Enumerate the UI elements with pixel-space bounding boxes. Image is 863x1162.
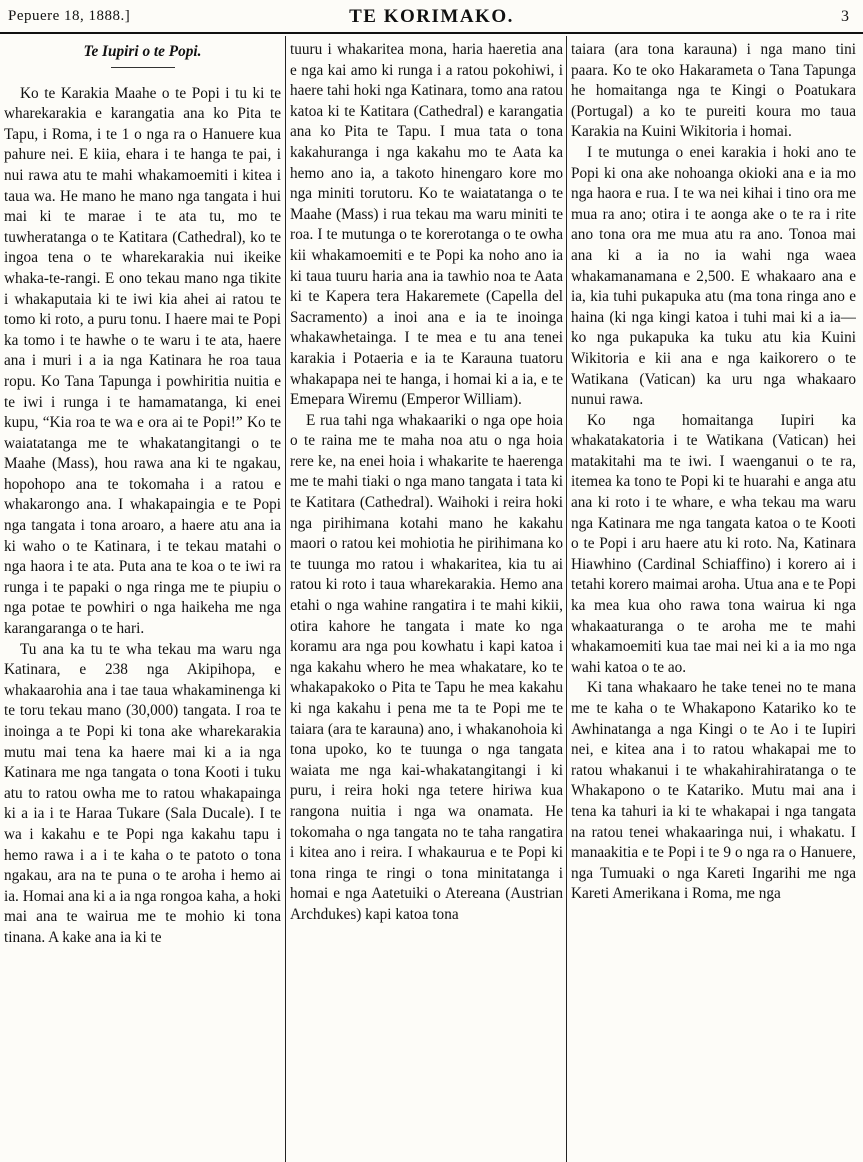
title-rule (111, 67, 175, 68)
paragraph: I te mutunga o enei karakia i hoki ano te Popi ki ona ake nohoanga okioki ana e ia mo nga haora e rua. I te wa nei kihai i tino ora me mua ra ano; otira i te aonga ake o te ra i rite ano tona ora me mua atu ra ano. Tonoa mai ana ki a ia no ia wahi nga waea whakamanamana e 2,500. E whakaaro ana e ia, kia tuhi pukapuka atu (ma tona ringa ano e haina (ki nga kingi katoa i tuhi mai ki a ia—ko nga pukapuka ka tuku atu kia Kuini Wikitoria e kii ana e nga kaikorero o te Watikana (Vatican) ka uru nga whakaaro nunui rawa. (571, 143, 856, 409)
header-rule (0, 32, 863, 34)
column-divider (285, 36, 286, 1162)
issue-date: Pepuere 18, 1888.] (8, 8, 131, 24)
paragraph: Ki tana whakaaro he take tenei no te mana me te kaha o te Whakapono Katariko ko te Awhinatanga a nga Kingi o te Ao i te Iupiri nei, e kitea ana i to ratou whakapai me to ratou whakanui i te whakahirahiratanga o te Whakapono o te Katariko. Mutu mai ana i tena ka tahuri ia ki te whakapai i nga tangata na ratou tenei whakaaringa nui, i whakatu. I manaakitia e te Popi i te 9 o nga ra o Hanuere, nga Tumuaki o nga Kareti Ingarihi me nga Kareti Amerikana i Roma, me nga (571, 679, 856, 903)
column-2 (290, 40, 563, 1162)
paragraph: Tu ana ka tu te wha tekau ma waru nga Katinara, e 238 nga Akipihopa, e whakaarohia ana i tae taua whakaminenga ki te toru tekau mano (30,000) tangata. I roa te inoinga a te Popi ki tona ake wharekarakia mutu mai tena ka haere mai ki a ia nga Katinara me nga tangata o tona Kooti i tuku atu to ratou owha me to ratou whakapainga ki a ia i te Haraa Tukare (Sala Ducale). I te wa i kakahu e te Popi nga kakahu tapu i hemo rawa i a i te kaha o te patoto o tona ngakau, ara na te puna o te aroha i hemo ai ia. Homai ana ki a ia nga rongoa kaha, a hoki mai ana te wairua me te mohio ki tona tinana. A kake ana ia ki te (4, 640, 281, 946)
paragraph: Ko nga homaitanga Iupiri ka whakatakatoria i te Watikana (Vatican) hei matakitahi ma te iwi. I waenganui o te ra, itemea ka tono te Popi ki te huarahi e anga atu ana ki roto i te whare, e wha tekau ma waru nga Katinara me nga tangata katoa o te Kooti o te Popi i aru haere atu ki roto. Na, Katinara Hiawhino (Cardinal Schiaffino) i korero ai i tetahi korero maimai aroha. Utua ana e te Popi ka mea kua oho rawa tona wairua ki nga whakaaturanga o te aroha me te mahi whakamoemiti kua tae mai nei ki a ia mo nga wahi katoa o te ao. (571, 411, 856, 676)
article-title: Te Iupiri o te Popi. (83, 43, 202, 60)
paragraph: Ko te Karakia Maahe o te Popi i tu ki te wharekarakia e karangatia ana ko Pita te Tapu, i Roma, i te 1 o nga ra o Hanuere kua pahure nei. E kiia, ehara i te hanga te pai, i nui rawa atu te mahi whakamoemiti i kitea i taua wa. He mano he mano nga tangata i hui mai ki te marae i te ata tu, mo te tuwheratanga o te Katitara (Cathedral), ko te ingoa tena o te wharekarakia nui ikeike whaka-te-rangi. E ono tekau mano nga tikite i whakaputaia ki te iwi kia ahei ai ratou te tomo ki roto, a puru tonu. I haere mai te Popi ka tomo i te hawhe o te waru i te ata, haere ana i muri i a ia nga Katinara he roa taua ropu. Ko Tana Tapunga i powhiritia nuitia e te iwi i runga i te hamamatanga, ki enei kupu, “Kia roa te wa e ora ai te Popi!” Ko te waiatatanga me te whakatangitangi o te Maahe (Mass), hou rawa ana ki te ngakau, hopohopo ana te tokomaha i a ratou e whakarongo ana. I whakapaingia e te Popi nga tangata i tona aroaro, a haere atu ana ia ki waho o te Katinara, i te tekau matahi o nga haora i te ata. Puta ana te koa o te iwi ra runga i te papaki o nga ringa me te piupiu o nga potae te powhiri o nga haikeha me nga karangaranga o te hari. (4, 84, 281, 638)
column-3 (571, 40, 856, 1162)
column-divider (566, 36, 567, 1162)
page-header (0, 6, 863, 30)
paragraph: taiara (ara tona karauna) i nga mano tini paara. Ko te oko Hakarameta o Tana Tapunga he homaitanga nga te Kingi o Poatukara (Portugal) a ko te pureiti koura mo taua Karakia na Kuini Wikitoria i homai. (571, 41, 856, 141)
paragraph: tuuru i whakaritea mona, haria haeretia ana e nga kai amo ki runga i a ratou pokohiwi, i haere tahi hoki nga Katinara, tomo ana ratou katoa ki te Katitara (Cathedral) e karangatia ana ko Pita te Tapu. I mua tata o tona kakahuranga i nga kakahu mo te Aata ka hemo ano ia, a takoto hinengaro kore mo nga miniti torutoru. Ko te waiatatanga o te Maahe (Mass) i rua tekau ma waru miniti te roa. I te mutunga o te korerotanga o te owha kii whakamoemiti e te Popi ka noho ano ia ki taua tuuru haria ana ia tawhio noa te Aata ki te Kapera tera Hakaremete (Capella del Sacramento) a inoi ana e ia te inoinga whakawhetainga. I te mea e tu ana tenei karakia i Potaeria e ia te Karauna tuatoru whakapapa nei te hanga, i homai ki a ia, e te Emepara Wiremu (Emperor William). (290, 41, 563, 409)
page-number: 3 (841, 8, 849, 25)
paragraph: E rua tahi nga whakaariki o nga ope hoia o te raina me te maha noa atu o nga hoia rere ke, na enei hoia i whakarite te haerenga me te mahi tiaki o nga mano tangata i tata ki te Katitara (Cathedral). Waihoki i reira hoki nga pirihimana kotahi mano he kakahu maori o ratou kei mohiotia he pirihimana ko te tuunga mo ratou i whakaritea, kia tu ai ratou ki roto i taua wharekarakia. Hemo ana etahi o nga wahine rangatira i te mahi kikii, otira kahore he tangata i mate ko nga koramu ara nga pou kowhatu i kapi katoa i nga kakahu whero he mea whakatare, ko te whakapakoko o Pita te Tapu he mea kakahu ki nga kakahu i pena me ta te Popi me te taiara (ara te karauna) ano, i whakanohoia ki tona upoko, ko te tuunga o nga tangata waiata me nga kai-whakatangitangi i ki puru, i reira hoki nga tetere hiriwa kua rangona nuitia i nga wa onamata. He tokomaha o nga tangata no te taha rangatira i kitea ano i reira. I whakaurua e te Popi ki tona ringa te ringi o tona minitatanga i homai e nga Aatetuiki o Atereana (Austrian Archdukes) kapi katoa tona (290, 411, 563, 923)
column-1 (4, 40, 281, 1162)
newspaper-title: TE KORIMAKO. (349, 6, 514, 27)
